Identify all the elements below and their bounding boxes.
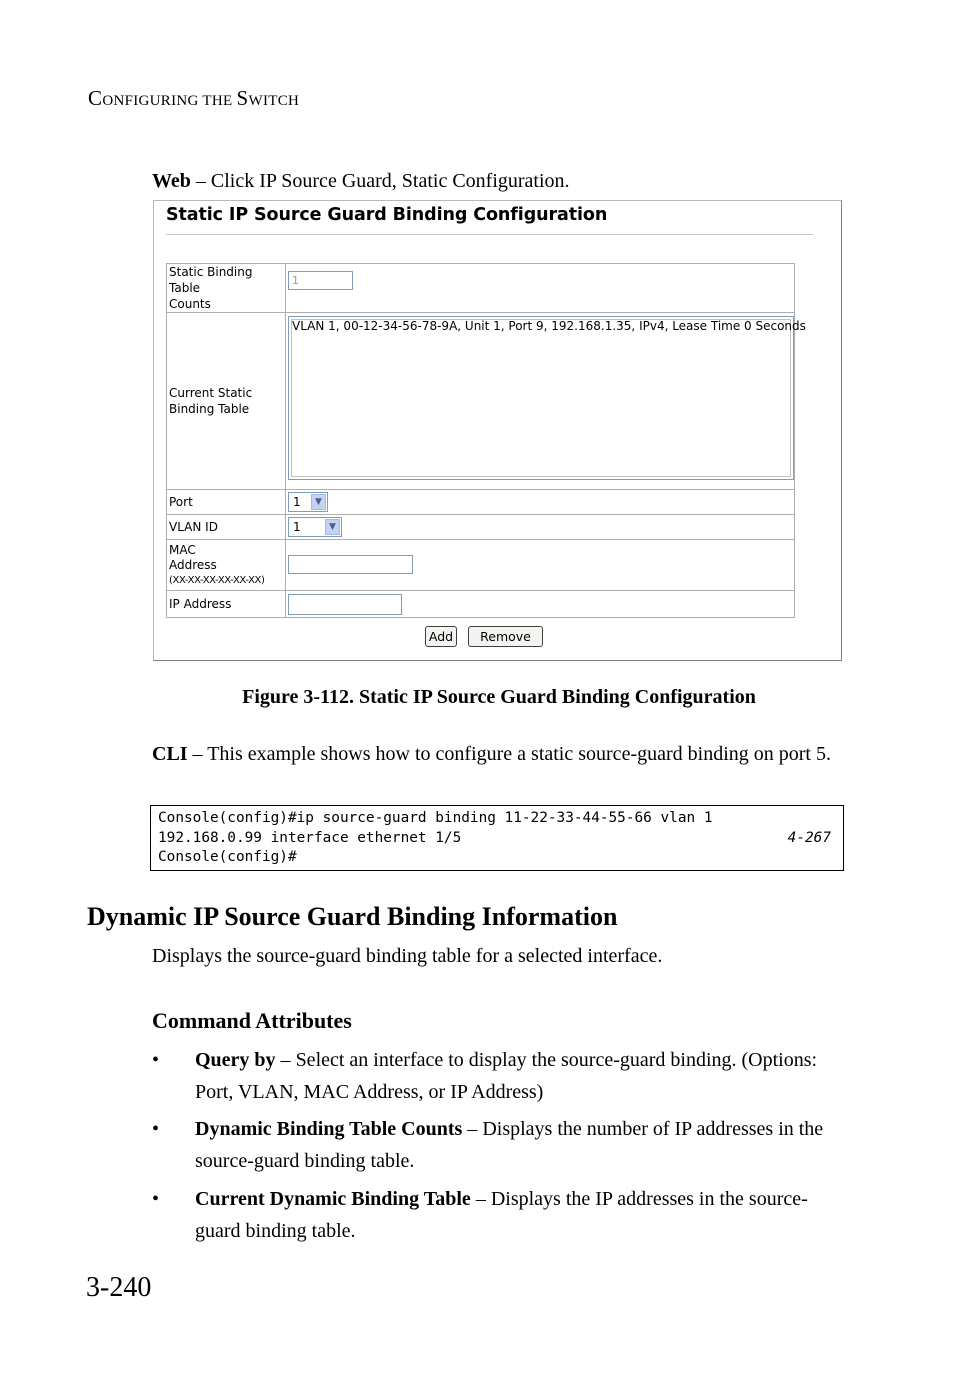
bullet-item-query-by [152, 1044, 852, 1108]
row-vlan [167, 515, 795, 540]
running-head-initial-s: S [236, 86, 249, 110]
code-line-2-text: 192.168.0.99 interface ethernet 1/5 [158, 829, 462, 846]
config-form-table [166, 263, 806, 618]
title-divider [166, 234, 813, 235]
running-head [88, 86, 299, 111]
vlan-select[interactable] [288, 517, 342, 537]
bullet-text [195, 1183, 852, 1247]
chevron-down-icon[interactable]: ▼ [311, 494, 326, 510]
vlan-cell [286, 515, 795, 540]
counts-label [167, 264, 286, 313]
bullet-description: – Select an interface to display the source-guard binding. (Options: Port, VLAN, MAC Address, or IP Address) [195, 1049, 818, 1103]
running-head-smallcaps-1: ONFIGURING THE [102, 93, 237, 109]
counts-cell [286, 264, 795, 313]
mac-label-line2: Address [169, 557, 217, 572]
code-line-3: Console(config)# [158, 849, 297, 865]
vlan-select-value: 1 [293, 520, 301, 534]
bullet-term: Current Dynamic Binding Table [195, 1188, 471, 1210]
mac-label [167, 540, 286, 591]
web-label: Web [152, 170, 191, 192]
remove-button[interactable]: Remove [468, 626, 543, 647]
ip-address-input[interactable] [288, 594, 402, 615]
row-port [167, 490, 795, 515]
running-head-initial-c: C [88, 86, 103, 110]
code-line-2 [158, 829, 843, 849]
page-number: 3-240 [86, 1272, 152, 1303]
binding-listbox[interactable] [288, 316, 806, 480]
bullet-item-dynamic-counts [152, 1113, 852, 1177]
binding-entry[interactable]: VLAN 1, 00-12-34-56-78-9A, Unit 1, Port 9, 192.168.1.35, IPv4, Lease Time 0 Seconds [292, 319, 806, 333]
code-line-1: Console(config)#ip source-guard binding 11-22-33-44-55-66 vlan 1 [158, 810, 713, 826]
bullet-description: – Displays the number of IP addresses in the source-guard binding table. [195, 1118, 824, 1172]
cli-label: CLI [152, 743, 188, 765]
bullet-description: – Displays the IP addresses in the source-guard binding table. [195, 1188, 808, 1242]
current-table-cell [286, 313, 806, 490]
bullet-term: Dynamic Binding Table Counts [195, 1118, 463, 1140]
mac-label-format: (XX-XX-XX-XX-XX-XX) [169, 574, 265, 586]
bullet-marker: • [152, 1118, 160, 1140]
listbox-inner [291, 319, 791, 477]
config-screenshot [153, 200, 842, 661]
cli-text: – This example shows how to configure a static source-guard binding on port 5. [187, 743, 831, 765]
mac-label-line1: MAC [169, 542, 196, 557]
counts-field [288, 271, 353, 290]
port-select-value: 1 [293, 495, 301, 509]
vlan-label: VLAN ID [167, 515, 286, 540]
current-table-label [167, 313, 286, 490]
ip-label: IP Address [167, 591, 286, 618]
row-counts [167, 264, 795, 313]
bullet-marker: • [152, 1188, 160, 1210]
chevron-down-icon[interactable]: ▼ [325, 519, 340, 535]
section-heading: Dynamic IP Source Guard Binding Information [87, 902, 618, 931]
mac-address-input[interactable] [288, 555, 413, 574]
bullet-text [195, 1113, 852, 1177]
screenshot-title: Static IP Source Guard Binding Configuration [166, 205, 608, 225]
row-current-table [167, 313, 795, 490]
section-description: Displays the source-guard binding table for a selected interface. [152, 945, 663, 967]
bullet-item-current-dynamic-table [152, 1183, 852, 1247]
mac-cell [286, 540, 795, 591]
web-instruction-text: – Click IP Source Guard, Static Configuration. [190, 170, 570, 192]
current-table-label-line2: Binding Table [169, 402, 250, 416]
port-cell [286, 490, 795, 515]
add-button[interactable]: Add [425, 626, 457, 647]
cli-paragraph [152, 738, 852, 770]
row-mac [167, 540, 795, 591]
figure-caption: Figure 3-112. Static IP Source Guard Binding Configuration [242, 686, 756, 708]
counts-value: 1 [292, 274, 299, 287]
port-select[interactable] [288, 492, 328, 512]
web-instruction [152, 170, 570, 193]
code-block [150, 805, 844, 871]
bullet-marker: • [152, 1049, 160, 1071]
current-table-label-line1: Current Static [169, 386, 253, 400]
row-ip [167, 591, 795, 618]
counts-label-line1: Static Binding Table [169, 265, 253, 295]
bullet-text [195, 1044, 852, 1108]
counts-label-line2: Counts [169, 297, 211, 311]
port-label: Port [167, 490, 286, 515]
command-attributes-heading: Command Attributes [152, 1008, 352, 1033]
bullet-term: Query by [195, 1049, 276, 1071]
page-reference: 4-267 [787, 829, 831, 846]
running-head-smallcaps-2: WITCH [248, 93, 300, 109]
ip-cell [286, 591, 795, 618]
